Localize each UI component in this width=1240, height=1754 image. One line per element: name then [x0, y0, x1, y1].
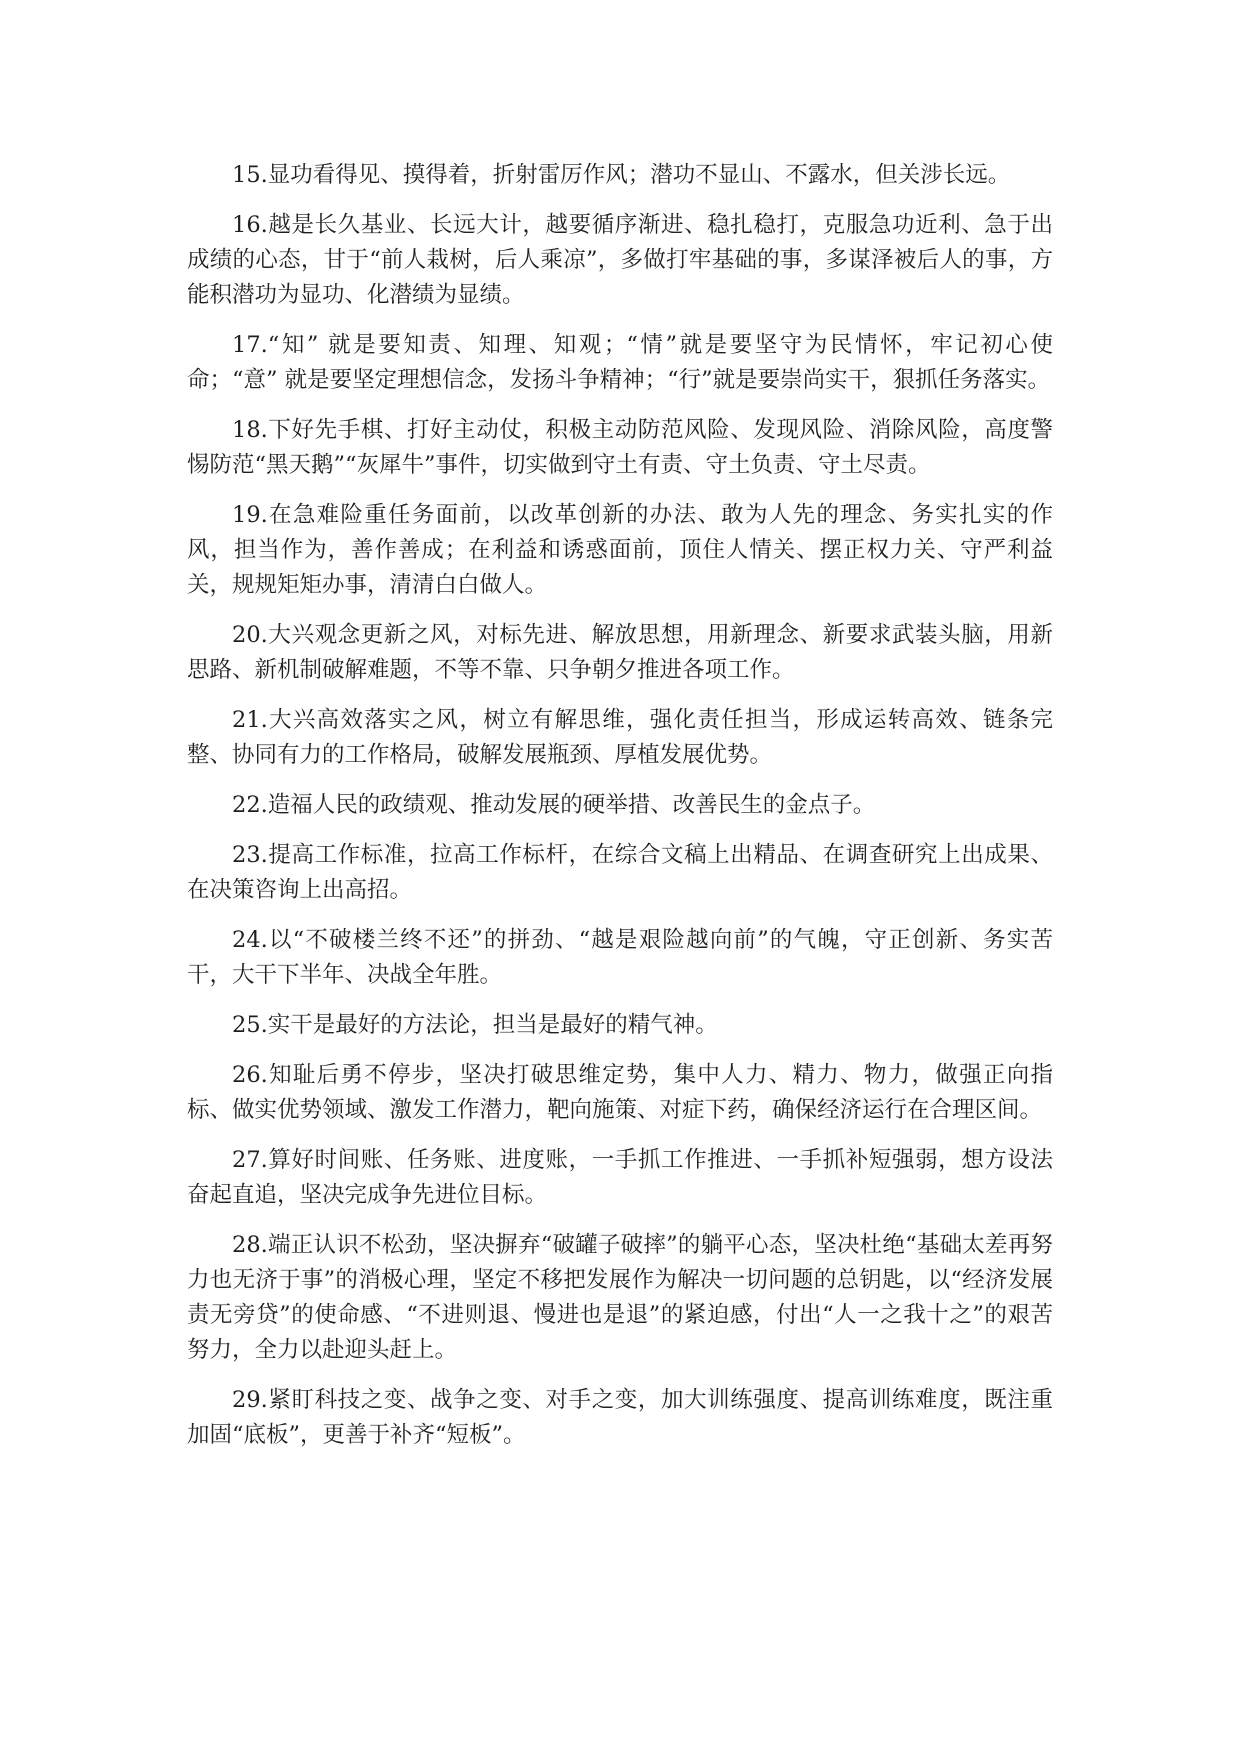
- paragraph-21: 21.大兴高效落实之风，树立有解思维，强化责任担当，形成运转高效、链条完整、协同有力的工作格局，破解发展瓶颈、厚植发展优势。: [187, 707, 1053, 768]
- paragraph-28: 28.端正认识不松劲，坚决摒弃“破罐子破摔”的躺平心态，坚决杜绝“基础太差再努力也无济于事”的消极心理，坚定不移把发展作为解决一切问题的总钥匙，以“经济发展责无旁贷”的使命感、“不进则退、慢进也是退”的紧迫感，付出“人一之我十之”的艰苦努力，全力以赴迎头赶上。: [187, 1232, 1053, 1363]
- paragraph-29: 29.紧盯科技之变、战争之变、对手之变，加大训练强度、提高训练难度，既注重加固“底板”，更善于补齐“短板”。: [187, 1387, 1053, 1448]
- paragraph-27: 27.算好时间账、任务账、进度账，一手抓工作推进、一手抓补短强弱，想方设法奋起直追，坚决完成争先进位目标。: [187, 1147, 1053, 1208]
- paragraph-18: 18.下好先手棋、打好主动仗，积极主动防范风险、发现风险、消除风险，高度警惕防范“黑天鹅”“灰犀牛”事件，切实做到守土有责、守土负责、守土尽责。: [187, 417, 1053, 478]
- paragraph-22: 22.造福人民的政绩观、推动发展的硬举措、改善民生的金点子。: [232, 792, 876, 818]
- paragraph-17: 17.“知” 就是要知责、知理、知观；“情”就是要坚守为民情怀，牢记初心使命；“意” 就是要坚定理想信念，发扬斗争精神；“行”就是要崇尚实干，狠抓任务落实。: [187, 332, 1053, 393]
- paragraph-16: 16.越是长久基业、长远大计，越要循序渐进、稳扎稳打，克服急功近利、急于出成绩的心态，甘于“前人栽树，后人乘凉”，多做打牢基础的事，多谋泽被后人的事，方能积潜功为显功、化潜绩为显绩。: [187, 212, 1053, 308]
- document-body: [187, 158, 1053, 1468]
- paragraph-19: 19.在急难险重任务面前，以改革创新的办法、敢为人先的理念、务实扎实的作风，担当作为，善作善成；在利益和诱惑面前，顶住人情关、摆正权力关、守严利益关，规规矩矩办事，清清白白做人。: [187, 502, 1053, 598]
- paragraph-20: 20.大兴观念更新之风，对标先进、解放思想，用新理念、新要求武装头脑，用新思路、新机制破解难题，不等不靠、只争朝夕推进各项工作。: [187, 622, 1053, 683]
- paragraph-23: 23.提高工作标准，拉高工作标杆，在综合文稿上出精品、在调查研究上出成果、在决策咨询上出高招。: [187, 842, 1053, 903]
- paragraph-25: 25.实干是最好的方法论，担当是最好的精气神。: [232, 1012, 718, 1038]
- paragraph-26: 26.知耻后勇不停步，坚决打破思维定势，集中人力、精力、物力，做强正向指标、做实优势领域、激发工作潜力，靶向施策、对症下药，确保经济运行在合理区间。: [187, 1062, 1053, 1123]
- paragraph-24: 24.以“不破楼兰终不还”的拼劲、“越是艰险越向前”的气魄，守正创新、务实苦干，大干下半年、决战全年胜。: [187, 927, 1053, 988]
- paragraph-15: 15.显功看得见、摸得着，折射雷厉作风；潜功不显山、不露水，但关涉长远。: [232, 162, 1011, 188]
